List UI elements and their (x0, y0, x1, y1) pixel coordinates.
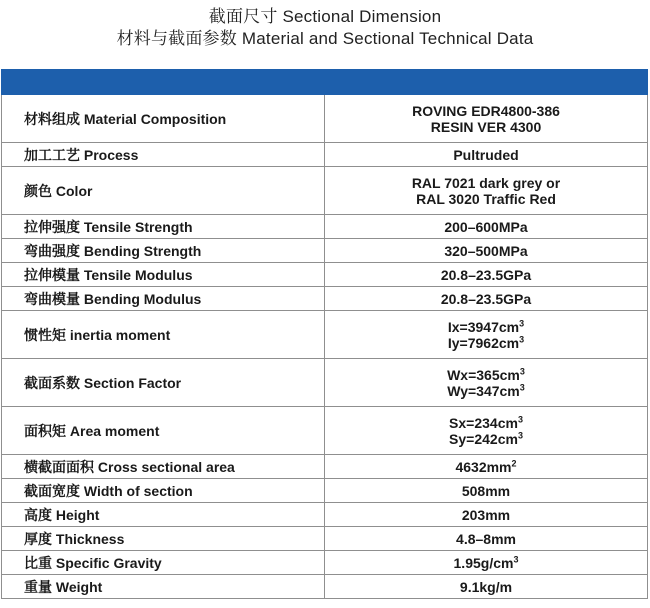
value-text: 200–600MPa (444, 218, 528, 235)
value-line (331, 335, 641, 351)
table-row (2, 575, 648, 599)
value-text: Wx=365cm (447, 366, 520, 383)
unit-exponent: 3 (519, 365, 525, 376)
value-line (331, 103, 641, 119)
property-value (325, 479, 648, 503)
table-row (2, 551, 648, 575)
property-label: 惯性矩 inertia moment (2, 311, 325, 359)
value-line (331, 483, 641, 499)
property-value (325, 311, 648, 359)
title-line-2: 材料与截面参数 Material and Sectional Technical Data (116, 29, 534, 48)
value-line (331, 383, 641, 399)
table-row (2, 215, 648, 239)
value-text: 1.95g/cm (453, 554, 514, 571)
value-line (331, 147, 641, 163)
property-value (325, 143, 648, 167)
property-value (325, 215, 648, 239)
property-label: 横截面面积 Cross sectional area (2, 455, 325, 479)
technical-data-table (1, 69, 648, 599)
property-value (325, 239, 648, 263)
property-label: 弯曲模量 Bending Modulus (2, 287, 325, 311)
value-line (331, 175, 641, 191)
value-line (331, 459, 641, 475)
unit-exponent: 3 (517, 413, 523, 424)
value-line (331, 415, 641, 431)
table-row (2, 287, 648, 311)
value-text: RESIN VER 4300 (430, 118, 542, 135)
value-line (331, 431, 641, 447)
property-label: 高度 Height (2, 503, 325, 527)
value-line (331, 507, 641, 523)
value-line (331, 119, 641, 135)
property-label: 拉伸强度 Tensile Strength (2, 215, 325, 239)
unit-exponent: 3 (513, 553, 519, 564)
unit-exponent: 3 (519, 333, 525, 344)
table-row (2, 359, 648, 407)
value-line (331, 191, 641, 207)
table-row (2, 407, 648, 455)
property-label: 弯曲强度 Bending Strength (2, 239, 325, 263)
table-row (2, 263, 648, 287)
value-text: 4632mm (455, 458, 512, 475)
property-label: 加工工艺 Process (2, 143, 325, 167)
value-line (331, 319, 641, 335)
table-row (2, 455, 648, 479)
property-value (325, 167, 648, 215)
table-row (2, 143, 648, 167)
value-line (331, 219, 641, 235)
value-line (331, 243, 641, 259)
property-value (325, 503, 648, 527)
value-text: 203mm (461, 506, 511, 523)
value-text: 4.8–8mm (456, 530, 516, 547)
property-value (325, 263, 648, 287)
unit-exponent: 3 (519, 317, 525, 328)
property-value (325, 287, 648, 311)
property-value (325, 455, 648, 479)
table-header-bar (2, 70, 648, 95)
unit-exponent: 3 (519, 381, 525, 392)
property-value (325, 407, 648, 455)
property-value (325, 551, 648, 575)
table-row (2, 527, 648, 551)
property-label: 厚度 Thickness (2, 527, 325, 551)
value-text: 9.1kg/m (459, 578, 513, 595)
property-value (325, 95, 648, 143)
property-label: 拉伸模量 Tensile Modulus (2, 263, 325, 287)
header-bar-cell (2, 70, 648, 95)
value-text: RAL 3020 Traffic Red (416, 190, 556, 207)
value-text: Wy=347cm (447, 382, 520, 399)
value-text: Pultruded (453, 146, 519, 163)
property-label: 截面系数 Section Factor (2, 359, 325, 407)
table-row (2, 167, 648, 215)
title-line-1: 截面尺寸 Sectional Dimension (208, 7, 442, 26)
value-text: 320–500MPa (444, 242, 528, 259)
property-label: 材料组成 Material Composition (2, 95, 325, 143)
property-label: 颜色 Color (2, 167, 325, 215)
value-text: RAL 7021 dark grey or (411, 174, 561, 191)
value-text: ROVING EDR4800-386 (412, 102, 560, 119)
value-text: 508mm (461, 482, 511, 499)
property-label: 面积矩 Area moment (2, 407, 325, 455)
value-line (331, 531, 641, 547)
value-text: 20.8–23.5GPa (440, 266, 532, 283)
table-row (2, 503, 648, 527)
value-line (331, 267, 641, 283)
value-text: Sx=234cm (449, 414, 518, 431)
property-value (325, 359, 648, 407)
value-text: 20.8–23.5GPa (440, 290, 532, 307)
value-line (331, 291, 641, 307)
value-text: Ix=3947cm (447, 318, 520, 335)
unit-exponent: 2 (511, 457, 517, 468)
value-line (331, 555, 641, 571)
property-label: 比重 Specific Gravity (2, 551, 325, 575)
value-line (331, 579, 641, 595)
unit-exponent: 3 (517, 429, 523, 440)
table-row (2, 239, 648, 263)
value-text: Sy=242cm (449, 430, 518, 447)
table-row (2, 479, 648, 503)
title-block (0, 6, 650, 50)
table-row (2, 95, 648, 143)
property-label: 截面宽度 Width of section (2, 479, 325, 503)
property-value (325, 575, 648, 599)
table-row (2, 311, 648, 359)
property-label: 重量 Weight (2, 575, 325, 599)
property-value (325, 527, 648, 551)
value-text: Iy=7962cm (447, 334, 520, 351)
value-line (331, 367, 641, 383)
